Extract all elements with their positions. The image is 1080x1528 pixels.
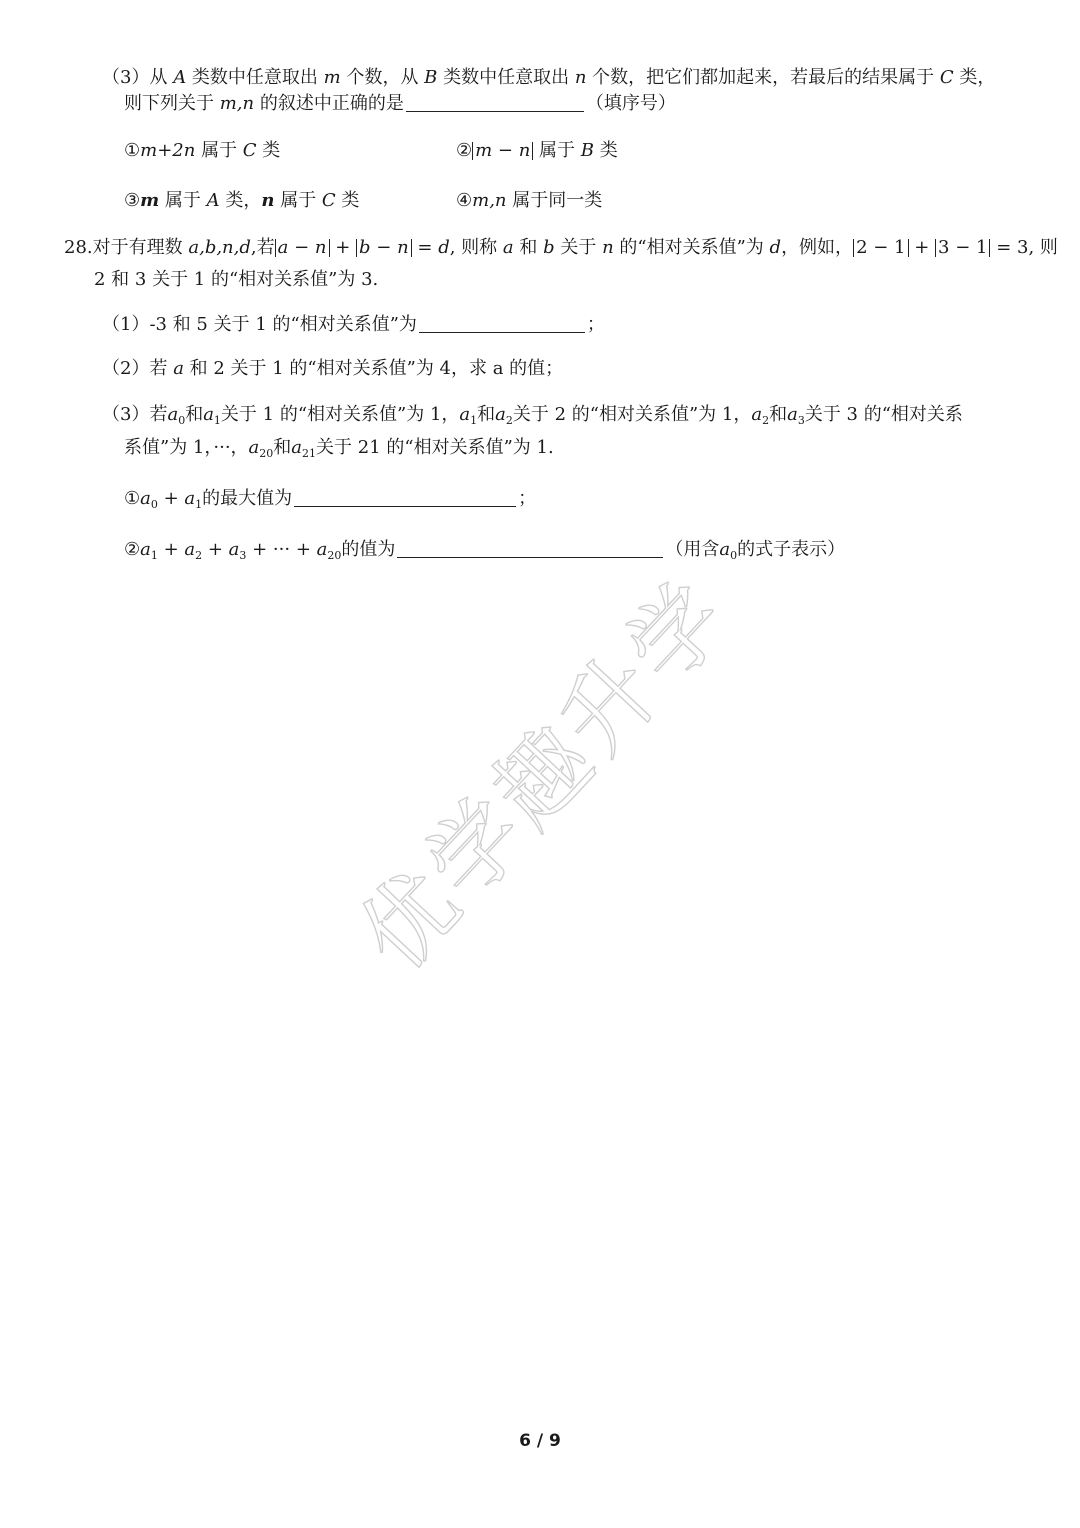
abs-value: 2 − 1 (853, 239, 908, 257)
abs-value: b − n (356, 239, 412, 257)
q28-intro-line1: 28.对于有理数 a,b,n,d,若 a − n + b − n = d, 则称 a 和 b 关于 n 的“相对关系值”为 d，例如， 2 − 1 + 3 − 1 = 3, 则 (64, 237, 1058, 258)
q28-part3-line1: （3）若$a_0$和$a_1$关于 1 的“相对关系值”为 1，$a_1$和$a_2$关于 2 的“相对关系值”为 1，$a_2$和$a_3$关于 3 的“相对关系 (102, 404, 963, 427)
q27-part3-line2: 则下列关于 m,n 的叙述中正确的是 （填序号） (124, 93, 676, 114)
q28-intro-line2: 2 和 3 关于 1 的“相对关系值”为 3. (94, 269, 379, 290)
watermark: 优学趣升学 (339, 559, 752, 991)
q28-part3-line2: 系值”为 1，···，$a_{20}$和$a_{21}$关于 21 的“相对关系值”为 1. (124, 437, 554, 460)
answer-blank[interactable] (294, 488, 516, 507)
q28-part3-sub2: $②a_1 + a_2 + a_3$ + ··· + $a_{20}$的值为 （用含$a_0$的式子表示） (124, 539, 846, 562)
option-1: ①m+2n 属于 C 类 (124, 140, 281, 161)
q28-part2: （2）若 a 和 2 关于 1 的“相对关系值”为 4，求 a 的值； (102, 358, 564, 379)
abs-value: 3 − 1 (935, 239, 990, 257)
q28-part1: （1）-3 和 5 关于 1 的“相对关系值”为 ； (102, 314, 605, 335)
q27-part3-line1: （3）从 A 类数中任意取出 m 个数，从 B 类数中任意取出 n 个数，把它们都加起来，若最后的结果属于 C 类， (102, 67, 996, 88)
q28-part3-sub1: $①a_0 + a_1$的最大值为 ； (124, 488, 537, 511)
abs-value: a − n (275, 239, 330, 257)
answer-blank[interactable] (406, 93, 584, 112)
option-4: ④m,n 属于同一类 (456, 190, 603, 211)
option-2: ② m − n 属于 B 类 (456, 140, 618, 161)
answer-blank[interactable] (397, 539, 663, 558)
option-3: ③m 属于 A 类，n 属于 C 类 (124, 190, 360, 211)
answer-blank[interactable] (419, 314, 585, 333)
abs-value: m − n (472, 142, 533, 160)
page-number: 6 / 9 (519, 1431, 561, 1451)
